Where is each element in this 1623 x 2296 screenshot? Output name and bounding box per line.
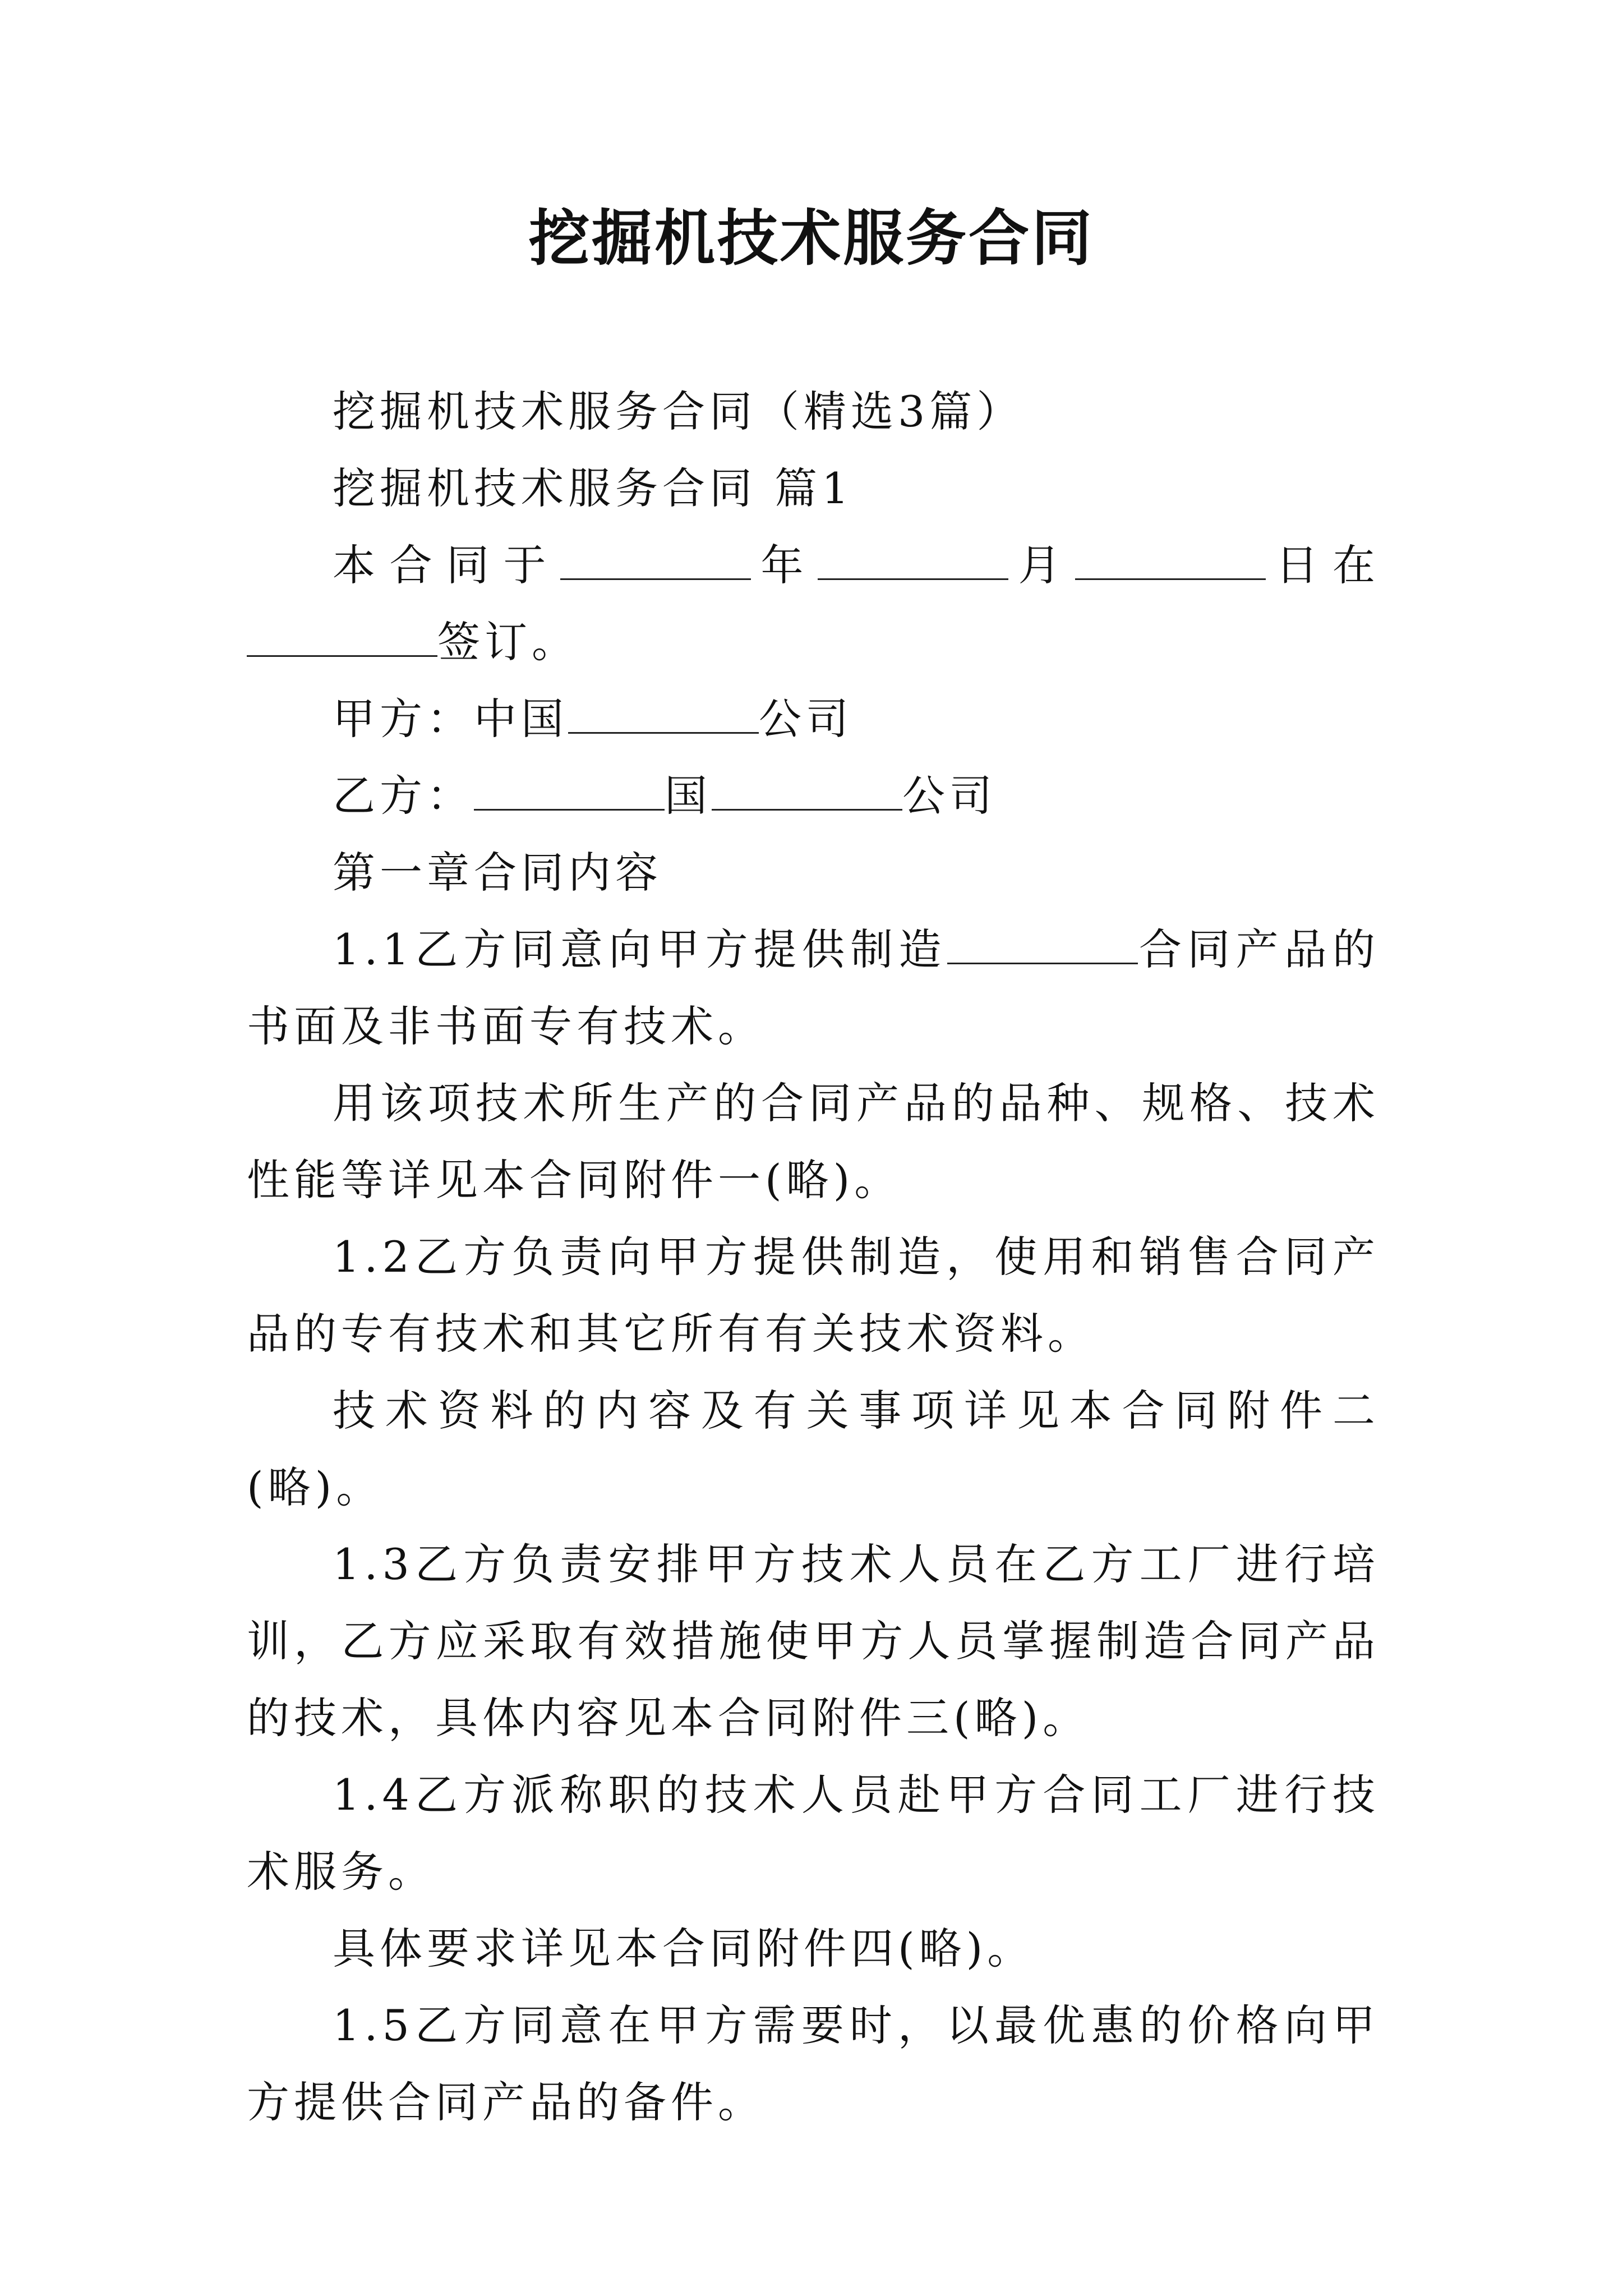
party-b-middle: 国 [665, 771, 712, 821]
clause-1-1-suffix: 合同产品的书面及非书面专有技术。 [247, 924, 1380, 1051]
party-b-line [247, 757, 1380, 834]
party-a-suffix: 公司 [759, 694, 853, 744]
section-heading: 挖掘机技术服务合同 篇1 [333, 463, 854, 513]
clause-1-1 [247, 911, 1380, 1065]
month-blank [818, 532, 1008, 580]
party-b-company-blank [712, 763, 902, 811]
party-a-blank [568, 686, 759, 734]
day-at-label: 日在 [1266, 540, 1380, 590]
clause-1-1-prefix: 1.1乙方同意向甲方提供制造 [333, 924, 947, 974]
place-blank [247, 609, 437, 657]
party-a-line [247, 680, 1380, 757]
clause-1-5: 1.5乙方同意在甲方需要时，以最优惠的价格向甲方提供合同产品的备件。 [247, 2000, 1380, 2127]
clause-1-2: 1.2乙方负责向甲方提供制造，使用和销售合同产品的专有技术和其它所有有关技术资料。 [247, 1232, 1380, 1359]
chapter-heading: 第一章合同内容 [333, 848, 662, 898]
day-blank [1075, 532, 1266, 580]
party-a-prefix: 甲方：中国 [333, 694, 568, 744]
document-title: 挖掘机技术服务合同 [528, 203, 1094, 274]
signed-label: 签订。 [437, 617, 579, 667]
paragraph-tech-docs: 技术资料的内容及有关事项详见本合同附件二(略)。 [247, 1386, 1380, 1512]
clause-1-4: 1.4乙方派称职的技术人员赴甲方合同工厂进行技术服务。 [247, 1770, 1380, 1897]
party-b-suffix: 公司 [902, 771, 997, 821]
year-blank [560, 532, 751, 580]
document-body [247, 373, 1380, 2141]
year-label: 年 [751, 540, 818, 590]
signing-paragraph [247, 527, 1380, 680]
clause-1-1-blank [947, 917, 1138, 964]
subtitle: 挖掘机技术服务合同（精选3篇） [333, 386, 1024, 436]
party-b-prefix: 乙方： [333, 771, 474, 821]
paragraph-requirements: 具体要求详见本合同附件四(略)。 [333, 1924, 1035, 1973]
party-b-country-blank [474, 763, 665, 811]
paragraph-specs: 用该项技术所生产的合同产品的品种、规格、技术性能等详见本合同附件一(略)。 [247, 1078, 1380, 1205]
clause-1-3: 1.3乙方负责安排甲方技术人员在乙方工厂进行培训，乙方应采取有效措施使甲方人员掌握制造合同产品的技术，具体内容见本合同附件三(略)。 [247, 1539, 1380, 1743]
signing-prefix: 本合同于 [333, 540, 560, 590]
month-label: 月 [1008, 540, 1075, 590]
